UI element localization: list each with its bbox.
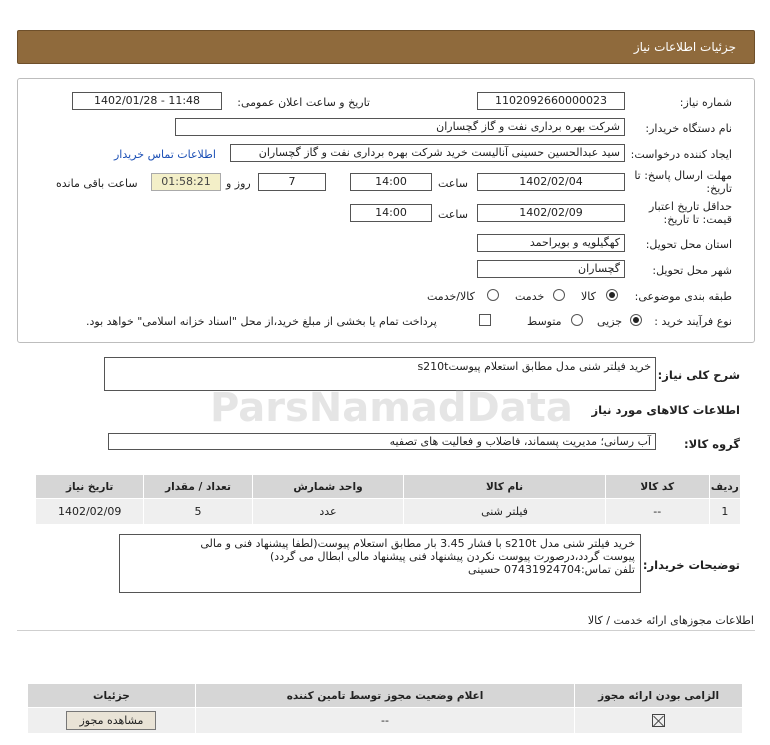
summary-field: خرید فیلتر شنی مدل مطابق استعلام پیوستs210t <box>104 357 656 391</box>
licenses-table <box>27 683 743 734</box>
licenses-divider <box>17 630 755 631</box>
deadline-label-line1: مهلت ارسال پاسخ: تا <box>634 169 732 182</box>
process-medium-label: متوسط <box>527 315 562 328</box>
buyer-org-field: شرکت بهره برداری نفت و گاز گچساران <box>175 118 625 136</box>
buyer-notes-label: توضیحات خریدار: <box>642 558 740 572</box>
cell-row: 1 <box>709 499 740 525</box>
category-goods-label: کالا <box>581 290 596 303</box>
deadline-label-line2: تاریخ: <box>706 182 732 195</box>
deadline-time-field: 14:00 <box>350 173 432 191</box>
deadline-time-label: ساعت <box>438 177 468 190</box>
remaining-time-field: 01:58:21 <box>151 173 221 191</box>
category-goods-service-radio[interactable] <box>487 289 499 301</box>
cell-license-status: -- <box>195 708 574 734</box>
remaining-time-label: ساعت باقی مانده <box>56 177 138 190</box>
process-minor-label: جزیی <box>597 315 623 328</box>
watermark: ParsNamadData <box>210 385 573 431</box>
buyer-notes-field <box>119 534 641 593</box>
view-license-button[interactable]: مشاهده مجوز <box>66 711 156 730</box>
buyer-notes-line-2: پیوست گردد،درصورت پیوست نکردن پیشنهاد فنی پیشنهاد مالی ابطال می گردد) <box>270 550 635 563</box>
goods-group-label: گروه کالا: <box>684 437 740 451</box>
summary-label: شرح کلی نیاز: <box>657 368 740 382</box>
province-field: کهگیلویه و بویراحمد <box>477 234 625 252</box>
table-row <box>28 708 743 734</box>
required-checkbox-icon <box>652 714 665 727</box>
process-minor-radio[interactable] <box>630 314 642 326</box>
goods-group-field: آب رسانی؛ مدیریت پسماند، فاضلاب و فعالیت های تصفیه <box>108 433 656 450</box>
category-goods-radio[interactable] <box>606 289 618 301</box>
cell-unit: عدد <box>252 499 404 525</box>
items-table-header-row <box>36 475 741 499</box>
announce-date-field: 1402/01/28 - 11:48 <box>72 92 222 110</box>
col-name: نام کالا <box>404 475 605 499</box>
page-title: جزئیات اطلاعات نیاز <box>633 40 736 54</box>
col-date: تاریخ نیاز <box>36 475 144 499</box>
col-row: ردیف <box>709 475 740 499</box>
category-service-label: خدمت <box>515 290 545 303</box>
validity-time-field: 14:00 <box>350 204 432 222</box>
col-code: کد کالا <box>605 475 709 499</box>
cell-name: فیلتر شنی <box>404 499 605 525</box>
goods-info-title: اطلاعات کالاهای مورد نیاز <box>591 403 740 417</box>
buyer-contact-link[interactable]: اطلاعات تماس خریدار <box>114 148 216 161</box>
cell-license-details <box>28 708 196 734</box>
validity-date-field: 1402/02/09 <box>477 204 625 222</box>
deadline-date-field: 1402/02/04 <box>477 173 625 191</box>
category-label: طبقه بندی موضوعی: <box>634 290 732 303</box>
col-unit: واحد شمارش <box>252 475 404 499</box>
need-number-field: 1102092660000023 <box>477 92 625 110</box>
page-header <box>17 30 755 64</box>
licenses-title: اطلاعات مجوزهای ارائه خدمت / کالا <box>587 614 754 627</box>
cell-qty: 5 <box>144 499 252 525</box>
city-field: گچساران <box>477 260 625 278</box>
treasury-payment-note: پرداخت تمام یا بخشی از مبلغ خرید،از محل "اسناد خزانه اسلامی" خواهد بود. <box>86 315 437 328</box>
col-qty: تعداد / مقدار <box>144 475 252 499</box>
process-medium-radio[interactable] <box>571 314 583 326</box>
table-row <box>36 499 741 525</box>
items-table <box>35 474 741 525</box>
requester-label: ایجاد کننده درخواست: <box>630 148 732 161</box>
col-license-details: جزئیات <box>28 684 196 708</box>
province-label: استان محل تحویل: <box>645 238 732 251</box>
treasury-payment-checkbox[interactable] <box>479 314 491 326</box>
cell-date: 1402/02/09 <box>36 499 144 525</box>
need-number-label: شماره نیاز: <box>679 96 732 109</box>
validity-label-line1: حداقل تاریخ اعتبار <box>648 200 732 213</box>
announce-date-label: تاریخ و ساعت اعلان عمومی: <box>237 96 370 109</box>
city-label: شهر محل تحویل: <box>652 264 732 277</box>
cell-code: -- <box>605 499 709 525</box>
buyer-org-label: نام دستگاه خریدار: <box>645 122 732 135</box>
buyer-notes-line-1: خرید فیلتر شنی مدل s210t با فشار 3.45 بار مطابق استعلام پیوست(لطفا پیشنهاد فنی و مالی <box>200 537 635 550</box>
buyer-notes-line-3: تلفن تماس:07431924704 حسینی <box>468 563 635 576</box>
requester-field: سید عبدالحسین حسینی آنالیست خرید شرکت بهره برداری نفت و گاز گچساران <box>230 144 625 162</box>
col-license-required: الزامی بودن ارائه مجوز <box>575 684 743 708</box>
cell-license-required <box>575 708 743 734</box>
days-field: 7 <box>258 173 326 191</box>
licenses-table-header-row <box>28 684 743 708</box>
category-goods-service-label: کالا/خدمت <box>427 290 475 303</box>
category-service-radio[interactable] <box>553 289 565 301</box>
validity-time-label: ساعت <box>438 208 468 221</box>
process-label: نوع فرآیند خرید : <box>654 315 732 328</box>
days-label: روز و <box>226 177 251 190</box>
validity-label-line2: قیمت: تا تاریخ: <box>663 213 732 226</box>
col-license-status: اعلام وضعیت مجوز توسط تامین کننده <box>195 684 574 708</box>
